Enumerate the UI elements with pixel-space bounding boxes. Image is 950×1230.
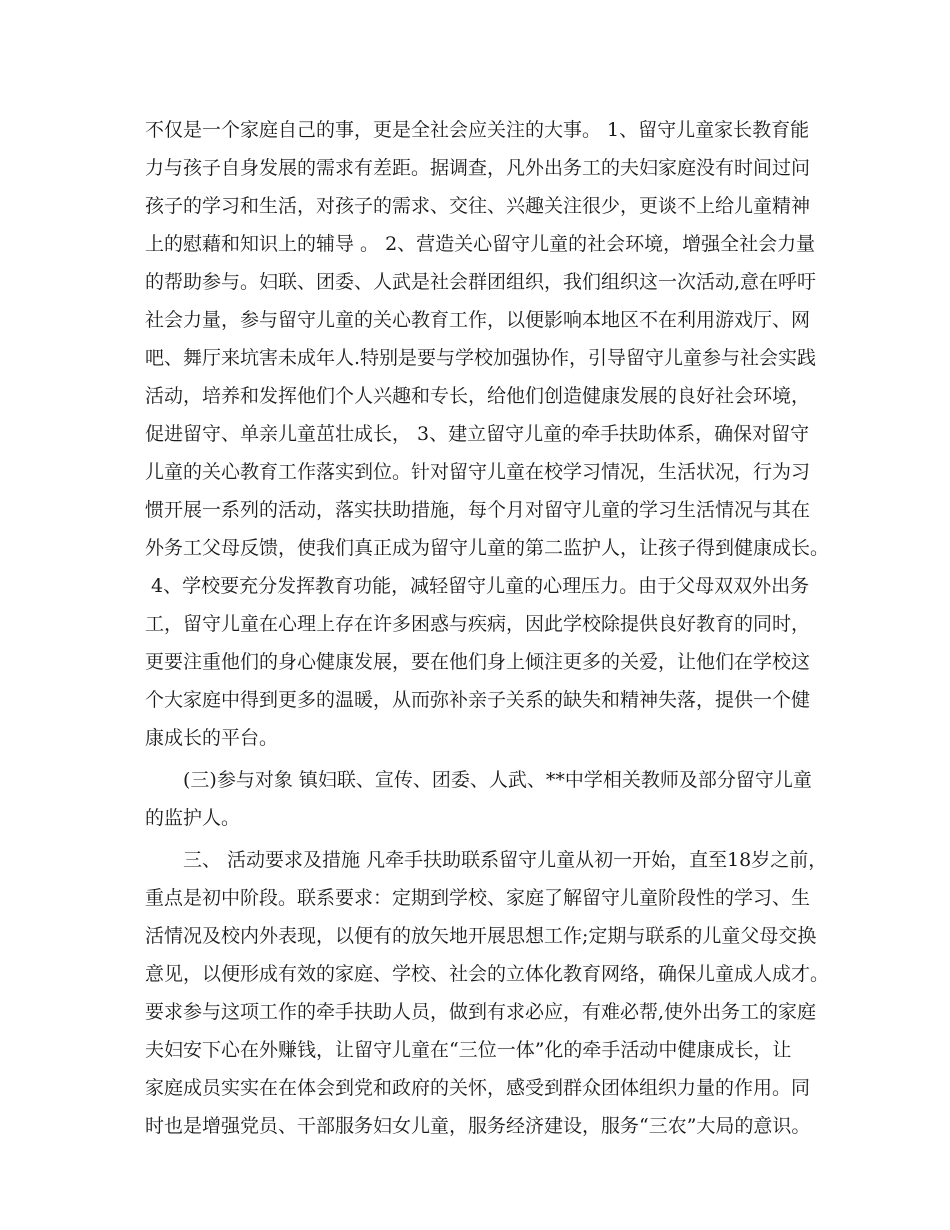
text-line: 康成长的平台。 xyxy=(145,727,279,749)
text-line: 不仅是一个家庭自己的事，更是全社会应关注的大事。 1、留守儿童家长教育能 xyxy=(145,119,810,141)
text-line: 家庭成员实实在在体会到党和政府的关怀，感受到群众团体组织力量的作用。同 xyxy=(145,1077,811,1099)
text-line: 外务工父母反馈，使我们真正成为留守儿童的第二监护人，让孩子得到健康成长。 xyxy=(145,537,830,559)
text-line: 要求参与这项工作的牵手扶助人员，做到有求必应，有难必帮,使外出务工的家庭 xyxy=(145,1001,817,1023)
text-line: 儿童的关心教育工作落实到位。针对留守儿童在校学习情况，生活状况，行为习 xyxy=(145,461,811,483)
text-line: 力与孩子自身发展的需求有差距。据调查，凡外出务工的夫妇家庭没有时间过问 xyxy=(145,157,811,179)
text-line: 活情况及校内外表现，以便有的放矢地开展思想工作;定期与联系的儿童父母交换 xyxy=(145,925,817,947)
text-line: 夫妇安下心在外赚钱，让留守儿童在“三位一体”化的牵手活动中健康成长，让 xyxy=(145,1039,792,1061)
text-line: 更要注重他们的身心健康发展，要在他们身上倾注更多的关爱，让他们在学校这 xyxy=(145,651,811,673)
text-line: 意见，以便形成有效的家庭、学校、社会的立体化教育网络，确保儿童成人成才。 xyxy=(145,963,830,985)
text-line: 吧、舞厅来坑害未成年人.特别是要与学校加强协作，引导留守儿童参与社会实践 xyxy=(145,347,817,369)
text-line: 工，留守儿童在心理上存在许多困惑与疾病，因此学校除提供良好教育的同时， xyxy=(145,613,811,635)
text-line: 的监护人。 xyxy=(145,807,241,829)
section-heading-participants: (三)参与对象 镇妇联、宣传、团委、人武、**中学相关教师及部分留守儿童 xyxy=(183,769,812,791)
text-line: 活动，培养和发挥他们个人兴趣和专长，给他们创造健康发展的良好社会环境， xyxy=(145,385,811,407)
text-line: 惯开展一系列的活动，落实扶助措施，每个月对留守儿童的学习生活情况与其在 xyxy=(145,499,811,521)
text-line: 孩子的学习和生活，对孩子的需求、交往、兴趣关注很少，更谈不上给儿童精神 xyxy=(145,195,811,217)
text-line: 时也是增强党员、干部服务妇女儿童，服务经济建设，服务“三农”大局的意识。 xyxy=(145,1115,811,1137)
text-line: 促进留守、单亲儿童茁壮成长， 3、建立留守儿童的牵手扶助体系，确保对留守 xyxy=(145,423,810,445)
section-heading-requirements: 三、 活动要求及措施 凡牵手扶助联系留守儿童从初一开始，直至18岁之前， xyxy=(183,849,828,871)
text-line: 上的慰藉和知识上的辅导 。 2、营造关心留守儿童的社会环境，增强全社会力量 xyxy=(145,233,816,255)
text-line: 社会力量，参与留守儿童的关心教育工作，以便影响本地区不在利用游戏厅、网 xyxy=(145,309,811,331)
text-line: 重点是初中阶段。联系要求：定期到学校、家庭了解留守儿童阶段性的学习、生 xyxy=(145,887,811,909)
text-line: 4、学校要充分发挥教育功能，减轻留守儿童的心理压力。由于父母双双外出务 xyxy=(145,575,810,597)
text-line: 个大家庭中得到更多的温暖，从而弥补亲子关系的缺失和精神失落，提供一个健 xyxy=(145,689,811,711)
text-line: 的帮助参与。妇联、团委、人武是社会群团组织，我们组织这一次活动,意在呼吁 xyxy=(145,271,817,293)
